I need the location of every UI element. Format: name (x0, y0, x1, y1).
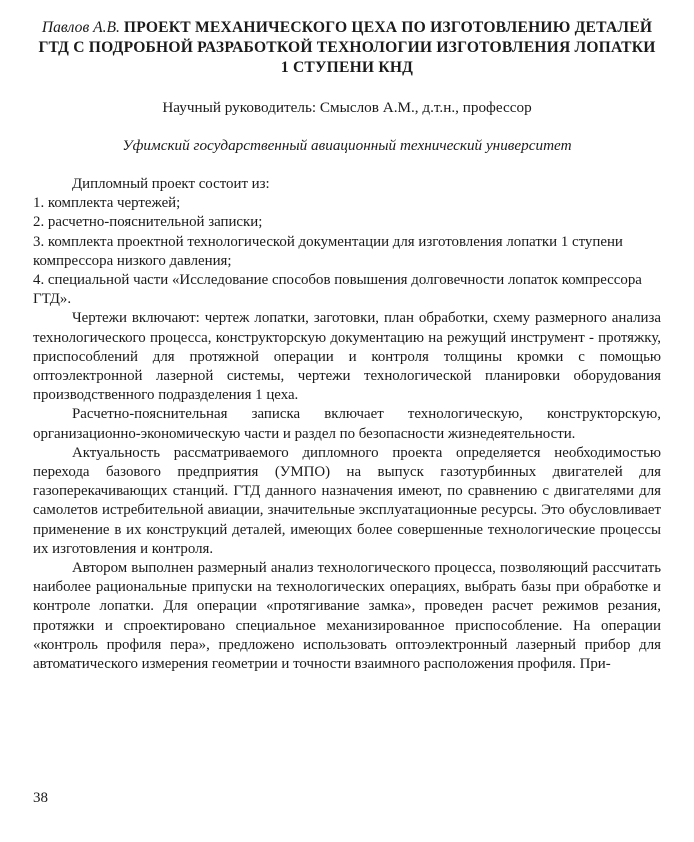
paragraph-author-work: Автором выполнен размерный анализ технологического процесса, позволяющий рассчитать наиболее рациональные припуски на технологических операциях, выбрать базы при обработке и контроле лопатки. Для операции «протягивание замка», проведен расчет режимов резания, протяжки и спроектировано специальное механизированное приспособление. На операции «контроль профиля пера», предложено использовать оптоэлектронный лазерный прибор для автоматического измерения геометрии и точности взаимного расположения профиля. При- (33, 560, 661, 673)
author-name: Павлов А.В. (41, 19, 120, 36)
list-item: 2. расчетно-пояснительной записки; (33, 214, 263, 231)
article-title: ПРОЕКТ МЕХАНИЧЕСКОГО ЦЕХА ПО ИЗГОТОВЛЕНИЮ ДЕТАЛЕЙ ГТД С ПОДРОБНОЙ РАЗРАБОТКОЙ ТЕХНОЛОГИИ ИЗГОТОВЛЕНИЯ ЛОПАТКИ 1 СТУПЕНИ КНД (38, 19, 656, 76)
list-item: 4. специальной части «Исследование способов повышения долговечности лопаток компрессора ГТД». (33, 272, 642, 308)
university-name: Уфимский государственный авиационный технический университет (122, 137, 572, 154)
page-number: 38 (33, 790, 48, 806)
list-intro: Дипломный проект состоит из: (72, 176, 270, 192)
supervisor-line: Научный руководитель: Смыслов А.М., д.т.н., профессор (162, 99, 532, 116)
paragraph-explanatory-note: Расчетно-пояснительная записка включает технологическую, конструкторскую, организационно-экономическую части и раздел по безопасности жизнедеятельности. (33, 406, 661, 442)
article-body (33, 175, 661, 674)
paragraph-relevance: Актуальность рассматриваемого дипломного проекта определяется необходимостью перехода базового предприятия (УМПО) на выпуск газотурбинных двигателей для газоперекачивающих станций. ГТД данного назначения имеют, по сравнению с двигателями для самолетов истребительной авиации, значительные эксплуатационные ресурсы. Это обусловливает применение в их конструкций деталей, имеющих более совершенные технологические процессы их изготовления и контроля. (33, 444, 661, 557)
list-item: 1. комплекта чертежей; (33, 195, 181, 212)
paragraph-drawings: Чертежи включают: чертеж лопатки, заготовки, план обработки, схему размерного анализа технологического процесса, конструкторскую документацию на режущий инструмент - протяжку, приспособлений для протяжной операции и контроля толщины кромки с помощью оптоэлектронной лазерной системы, чертежи технологической планировки оборудования производственного подразделения 1 цеха. (33, 310, 661, 404)
list-item: 3. комплекта проектной технологической документации для изготовления лопатки 1 ступени компрессора низкого давления; (33, 233, 623, 269)
document-page (33, 18, 661, 674)
article-heading (33, 18, 661, 78)
